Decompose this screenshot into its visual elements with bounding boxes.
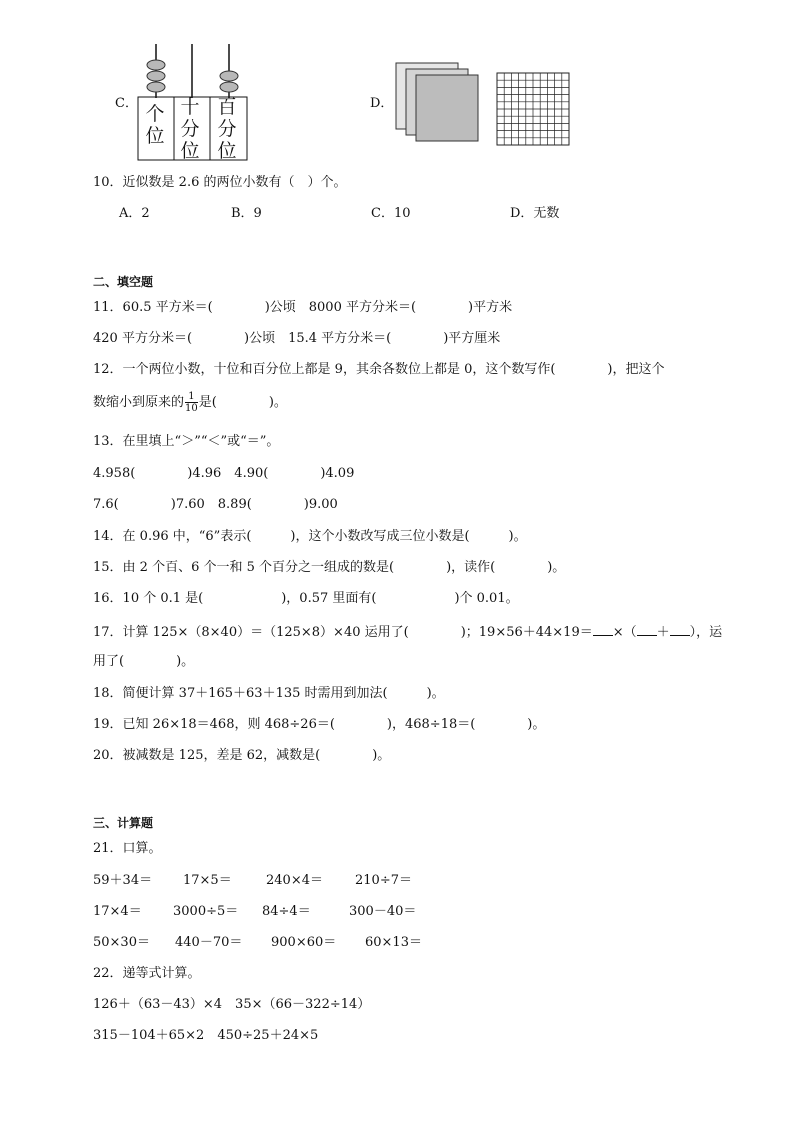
fraction-numerator: 1 xyxy=(185,391,198,403)
abacus-bead xyxy=(147,71,165,81)
squares-figure xyxy=(394,60,574,150)
fraction-one-tenth xyxy=(185,391,198,414)
mental-math-item: 440－70＝ xyxy=(175,935,243,950)
q19-text: 19．已知 26×18＝468，则 468÷26＝( )，468÷18＝( )。 xyxy=(93,717,546,732)
q12-line1: 12．一个两位小数，十位和百分位上都是 9，其余各数位上都是 0，这个数写作( )，把这个 xyxy=(93,362,665,377)
q15-text: 15．由 2 个百、6 个一和 5 个百分之一组成的数是( )，读作( )。 xyxy=(93,560,566,575)
q13-line3: 7.6( )7.60 8.89( )9.00 xyxy=(93,497,338,512)
q17-part2: ×（ xyxy=(612,625,637,640)
q18-text: 18．简便计算 37＋165＋63＋135 时需用到加法( )。 xyxy=(93,686,445,701)
q17-line2: 用了( )。 xyxy=(93,654,195,669)
q10-option-a[interactable]: A．2 xyxy=(119,206,150,221)
abacus-bead xyxy=(220,82,238,92)
q10-option-d[interactable]: D．无数 xyxy=(510,206,560,221)
q17-part3: ＋ xyxy=(656,625,670,640)
abacus-bead xyxy=(220,71,238,81)
mental-math-item: 60×13＝ xyxy=(365,935,422,950)
mental-math-item: 3000÷5＝ xyxy=(173,904,239,919)
q17-line1 xyxy=(93,623,722,641)
q13-line1: 13．在里填上“＞”“＜”或“＝”。 xyxy=(93,434,280,449)
mental-math-item: 900×60＝ xyxy=(271,935,337,950)
q20-text: 20．被减数是 125，差是 62，减数是( )。 xyxy=(93,748,391,763)
hundred-grid xyxy=(497,73,569,145)
q12-text-before: 数缩小到原来的 xyxy=(93,395,185,410)
mental-math-item: 17×4＝ xyxy=(93,904,142,919)
q12-line2 xyxy=(93,391,287,414)
mental-math-item: 84÷4＝ xyxy=(262,904,311,919)
mental-math-item: 240×4＝ xyxy=(266,873,323,888)
abacus-bead xyxy=(147,60,165,70)
q22-title: 22．递等式计算。 xyxy=(93,966,201,981)
q10-option-c[interactable]: C．10 xyxy=(371,206,411,221)
option-c-label: C． xyxy=(115,96,138,111)
section-title-calculation: 三、计算题 xyxy=(93,816,154,830)
q22-line1: 126＋（63－43）×4 35×（66－322÷14） xyxy=(93,997,371,1012)
q12-text-after: 是( )。 xyxy=(198,395,287,410)
mental-math-item: 210÷7＝ xyxy=(355,873,412,888)
q17-part1: 17．计算 125×（8×40）＝（125×8）×40 运用了( )；19×56＋44×19＝ xyxy=(93,625,593,640)
square-front xyxy=(416,75,478,141)
q13-line2: 4.958( )4.96 4.90( )4.09 xyxy=(93,466,355,481)
q22-line2: 315－104＋65×2 450÷25＋24×5 xyxy=(93,1028,319,1043)
q17-blank[interactable] xyxy=(637,623,657,636)
q11-line1: 11．60.5 平方米＝( )公顷 8000 平方分米＝( )平方米 xyxy=(93,300,513,315)
q10-text: 10．近似数是 2.6 的两位小数有（ ）个。 xyxy=(93,175,347,190)
q21-title: 21．口算。 xyxy=(93,841,162,856)
q10-option-b[interactable]: B．9 xyxy=(231,206,262,221)
q11-line2: 420 平方分米＝( )公顷 15.4 平方分米＝( )平方厘米 xyxy=(93,331,501,346)
abacus-bead xyxy=(147,82,165,92)
q14-text: 14．在 0.96 中，“6”表示( )，这个小数改写成三位小数是( )。 xyxy=(93,529,527,544)
section-title-fill-in: 二、填空题 xyxy=(93,275,154,289)
q17-part4: ），运 xyxy=(689,625,723,640)
q17-blank[interactable] xyxy=(593,623,613,636)
mental-math-item: 300－40＝ xyxy=(349,904,417,919)
q16-text: 16．10 个 0.1 是( )，0.57 里面有( )个 0.01。 xyxy=(93,591,519,606)
mental-math-item: 59＋34＝ xyxy=(93,873,153,888)
option-d-label: D． xyxy=(370,96,394,111)
mental-math-item: 17×5＝ xyxy=(183,873,232,888)
mental-math-item: 50×30＝ xyxy=(93,935,150,950)
q17-blank[interactable] xyxy=(670,623,690,636)
fraction-denominator: 10 xyxy=(185,403,198,414)
